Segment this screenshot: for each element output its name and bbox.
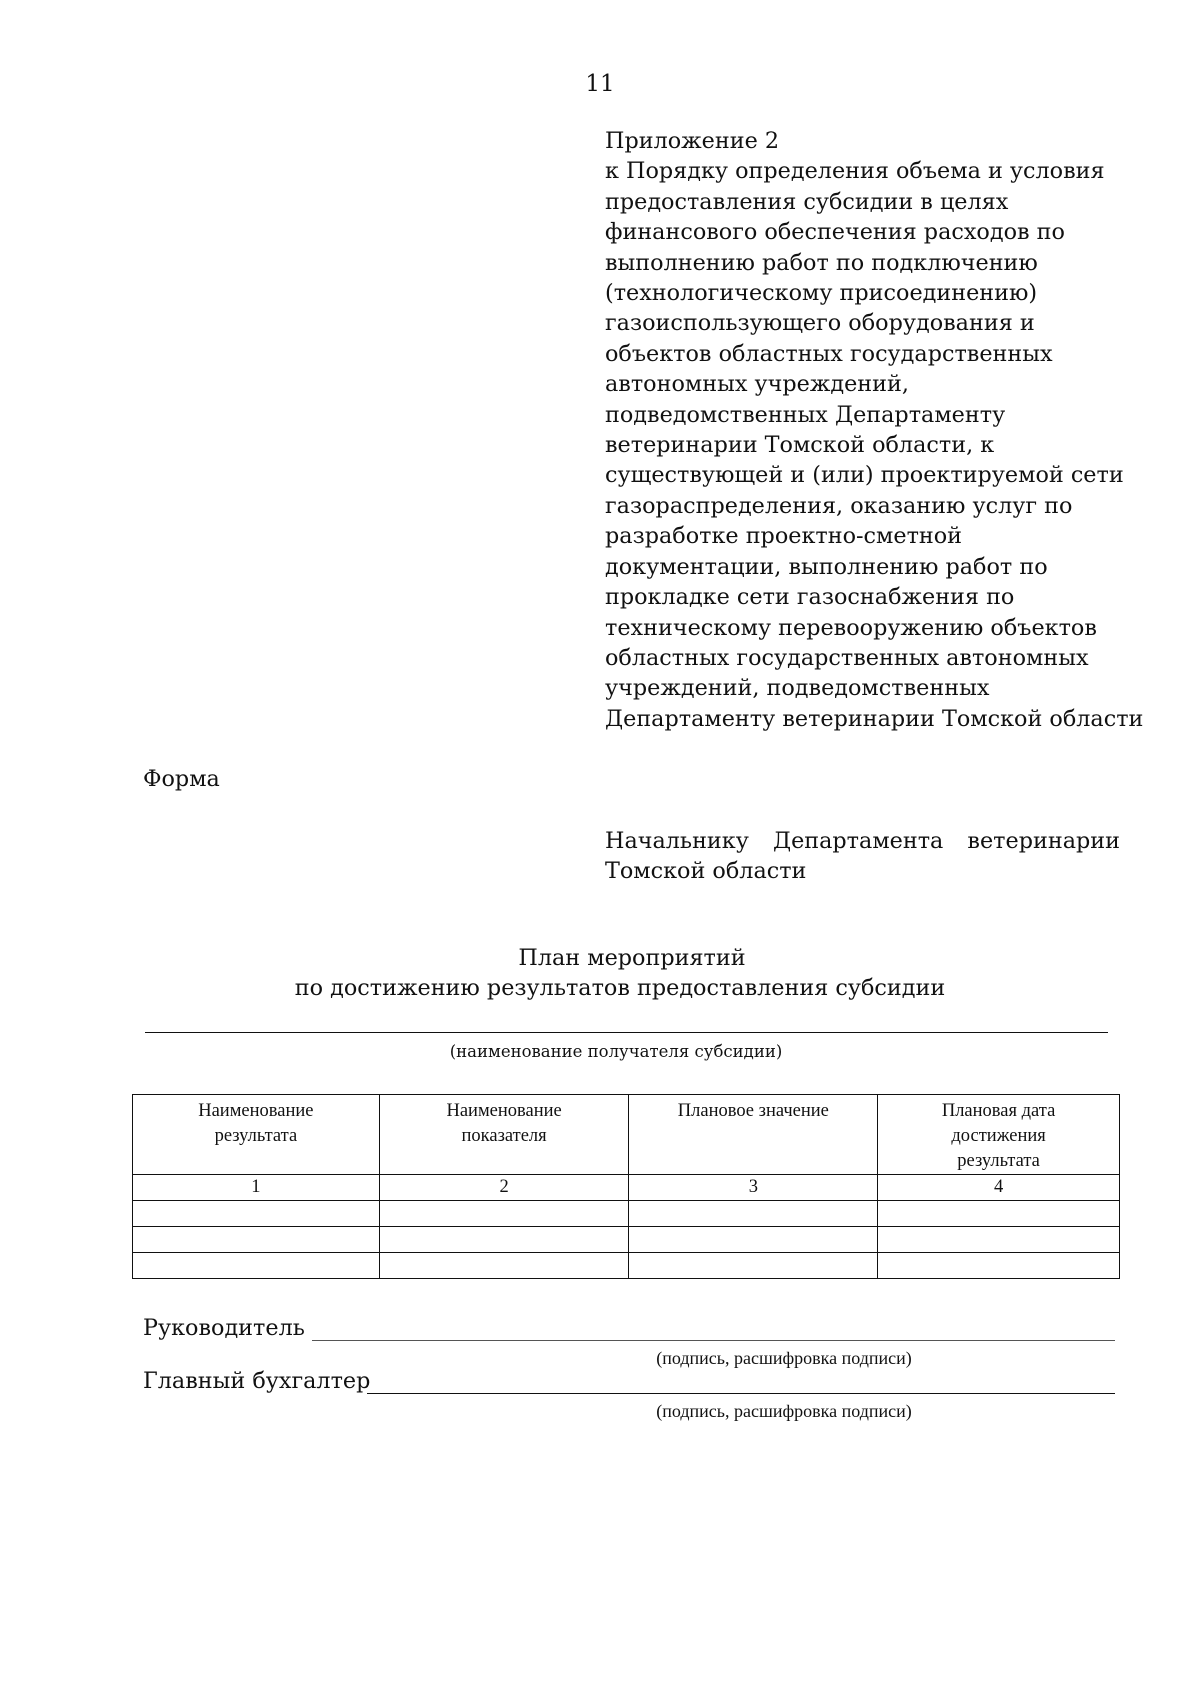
header-planned-value: Плановое значение	[629, 1095, 878, 1175]
table-cell[interactable]	[629, 1227, 878, 1253]
column-number-row	[133, 1175, 1120, 1201]
appendix-line: финансового обеспечения расходов по	[605, 219, 1065, 246]
form-label: Форма	[143, 766, 220, 792]
page-number: 11	[585, 71, 615, 97]
appendix-line: прокладке сети газоснабжения по	[605, 584, 1015, 611]
addressee-line	[605, 826, 1120, 856]
table-cell[interactable]	[629, 1253, 878, 1279]
addressee-word: Начальнику	[605, 828, 749, 854]
head-signature-caption: (подпись, расшифровка подписи)	[656, 1348, 912, 1368]
table-cell[interactable]	[379, 1253, 629, 1279]
document-title	[0, 943, 1200, 1004]
header-indicator-name: Наименование показателя	[379, 1095, 629, 1175]
title-line: План мероприятий	[518, 945, 746, 971]
appendix-line: предоставления субсидии в целях	[605, 188, 1009, 215]
plan-table	[132, 1094, 1120, 1279]
recipient-name-field[interactable]	[145, 1032, 1108, 1033]
addressee-line: Томской области	[605, 858, 807, 885]
appendix-line: объектов областных государственных	[605, 340, 1053, 367]
appendix-line: ветеринарии Томской области, к	[605, 432, 995, 459]
head-signature-label: Руководитель	[143, 1315, 305, 1341]
header-result-name: Наименование результата	[133, 1095, 380, 1175]
recipient-caption-text: (наименование получателя субсидии)	[449, 1042, 783, 1061]
table-cell[interactable]	[878, 1253, 1120, 1279]
addressee-word: Департамента	[772, 828, 944, 854]
appendix-line: Департаменту ветеринарии Томской области	[605, 705, 1144, 732]
appendix-line: разработке проектно-сметной	[605, 523, 963, 550]
appendix-line: газоиспользующего оборудования и	[605, 310, 1035, 337]
table-cell[interactable]	[133, 1253, 380, 1279]
table-cell[interactable]	[133, 1227, 380, 1253]
appendix-line: газораспределения, оказанию услуг по	[605, 492, 1073, 519]
title-line: по достижению результатов предоставления субсидии	[294, 975, 946, 1002]
appendix-line: областных государственных автономных	[605, 644, 1089, 671]
accountant-signature-label: Главный бухгалтер	[143, 1368, 371, 1394]
appendix-line: выполнению работ по подключению	[605, 249, 1038, 276]
appendix-line: (технологическому присоединению)	[605, 280, 1038, 307]
table-row	[133, 1253, 1120, 1279]
table-row	[133, 1227, 1120, 1253]
header-planned-date: Плановая дата достижения результата	[878, 1095, 1120, 1175]
appendix-line: существующей и (или) проектируемой сети	[605, 462, 1124, 489]
table-cell[interactable]	[878, 1201, 1120, 1227]
appendix-block	[605, 126, 1145, 734]
appendix-line: техническому перевооружению объектов	[605, 614, 1097, 641]
table-cell[interactable]	[379, 1227, 629, 1253]
appendix-line: документации, выполнению работ по	[605, 553, 1048, 580]
table-header-row	[133, 1095, 1120, 1175]
appendix-line: учреждений, подведомственных	[605, 675, 990, 702]
table-cell[interactable]	[133, 1201, 380, 1227]
accountant-signature-caption: (подпись, расшифровка подписи)	[656, 1401, 912, 1421]
accountant-signature-field[interactable]	[367, 1393, 1115, 1394]
column-number: 4	[878, 1175, 1120, 1201]
column-number: 1	[133, 1175, 380, 1201]
column-number: 2	[379, 1175, 629, 1201]
appendix-line: Приложение 2	[605, 128, 780, 154]
recipient-caption	[0, 1042, 1200, 1061]
table-cell[interactable]	[379, 1201, 629, 1227]
column-number: 3	[629, 1175, 878, 1201]
table-cell[interactable]	[629, 1201, 878, 1227]
appendix-line: к Порядку определения объема и условия	[605, 158, 1105, 185]
table-cell[interactable]	[878, 1227, 1120, 1253]
appendix-line: автономных учреждений,	[605, 371, 909, 398]
head-signature-field[interactable]	[312, 1340, 1115, 1341]
appendix-line: подведомственных Департаменту	[605, 401, 1006, 428]
table-row	[133, 1201, 1120, 1227]
addressee-word: ветеринарии	[967, 828, 1120, 854]
addressee-block	[605, 826, 1120, 887]
